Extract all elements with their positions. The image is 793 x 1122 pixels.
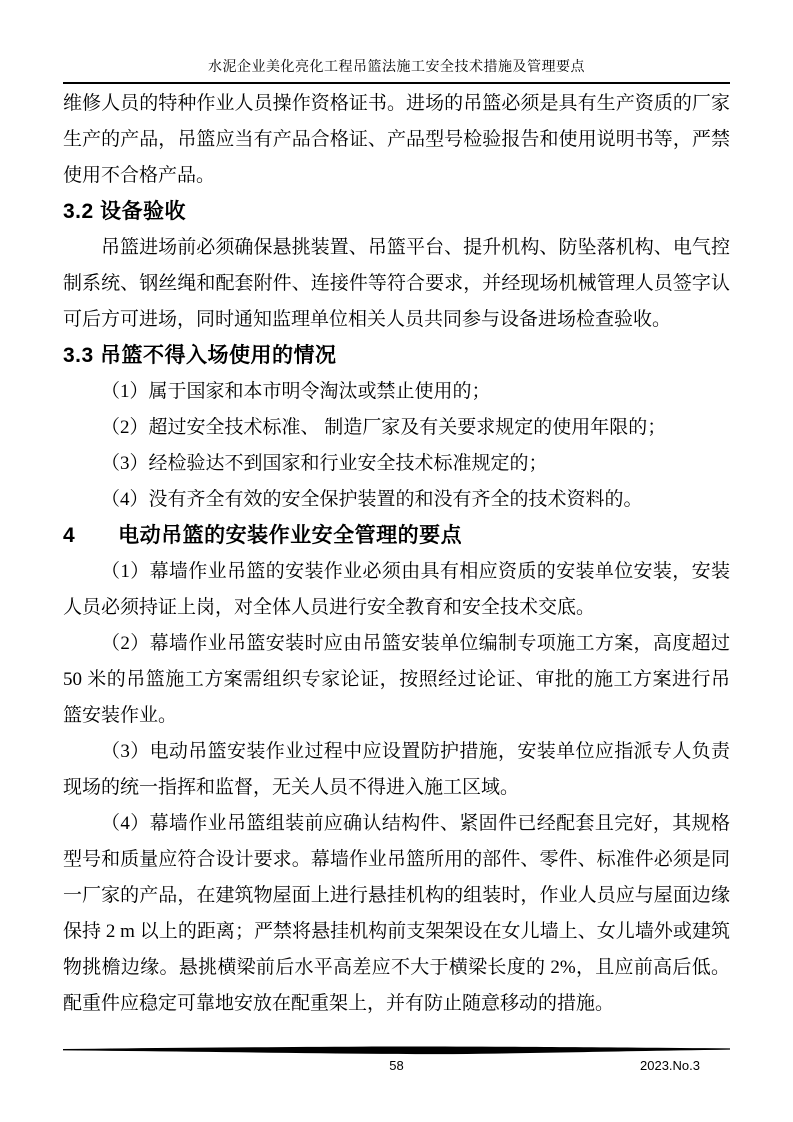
list-item-3: （3）经检验达不到国家和行业安全技术标准规定的； bbox=[101, 453, 548, 474]
paragraph-install-3: （3）电动吊篮安装作业过程中应设置防护措施，安装单位应指派专人负责现场的统一指挥和监督，无关人员不得进入施工区域。 bbox=[63, 741, 730, 798]
page-header bbox=[63, 0, 730, 84]
list-item-2: （2）超过安全技术标准、 制造厂家及有关要求规定的使用年限的； bbox=[101, 417, 667, 438]
paragraph-install-2: （2）幕墙作业吊篮安装时应由吊篮安装单位编制专项施工方案，高度超过 50 米的吊篮施工方案需组织专家论证，按照经过论证、审批的施工方案进行吊篮安装作业。 bbox=[63, 633, 730, 726]
page-number: 58 bbox=[389, 1058, 404, 1073]
header-rule bbox=[63, 82, 730, 84]
document-body bbox=[63, 86, 730, 1022]
list-item-1: （1）属于国家和本市明令淘汰或禁止使用的； bbox=[101, 381, 491, 402]
paragraph-equipment-acceptance: 吊篮进场前必须确保悬挑装置、吊篮平台、提升机构、防坠落机构、电气控制系统、钢丝绳和配套附件、连接件等符合要求，并经现场机械管理人员签字认可后方可进场，同时通知监理单位相关人员共同参与设备进场检查验收。 bbox=[63, 237, 730, 330]
paragraph-install-1: （1）幕墙作业吊篮的安装作业必须由具有相应资质的安装单位安装，安装人员必须持证上岗，对全体人员进行安全教育和安全技术交底。 bbox=[63, 561, 730, 618]
footer-rule bbox=[63, 1044, 730, 1056]
running-head-title: 水泥企业美化亮化工程吊篮法施工安全技术措施及管理要点 bbox=[208, 60, 585, 75]
chapter-heading-4: 4 电动吊篮的安装作业安全管理的要点 bbox=[63, 524, 463, 547]
paragraph-install-4: （4）幕墙作业吊篮组装前应确认结构件、紧固件已经配套且完好，其规格型号和质量应符合设计要求。幕墙作业吊篮所用的部件、零件、标准件必须是同一厂家的产品，在建筑物屋面上进行悬挂机构的组装时，作业人员应与屋面边缘保持 2 m 以上的距离；严禁将悬挂机构前支架架设在女儿墙上、女儿墙外或建筑物挑檐边缘。悬挑横梁前后水平高差应不大于横梁长度的 2%，且应前高后低。配重件应稳定可靠地安放在配重架上，并有防止随意移动的措施。 bbox=[63, 813, 730, 1014]
issue-number: 2023.No.3 bbox=[640, 1058, 700, 1073]
list-item-4: （4）没有齐全有效的安全保护装置的和没有齐全的技术资料的。 bbox=[101, 489, 643, 510]
footer-text-row bbox=[63, 1057, 730, 1075]
section-heading-3-2: 3.2 设备验收 bbox=[63, 200, 187, 223]
section-heading-3-3: 3.3 吊篮不得入场使用的情况 bbox=[63, 344, 337, 367]
paragraph-continuation: 维修人员的特种作业人员操作资格证书。进场的吊篮必须是具有生产资质的厂家生产的产品，吊篮应当有产品合格证、产品型号检验报告和使用说明书等，严禁使用不合格产品。 bbox=[63, 93, 730, 186]
page-footer bbox=[63, 1044, 730, 1075]
